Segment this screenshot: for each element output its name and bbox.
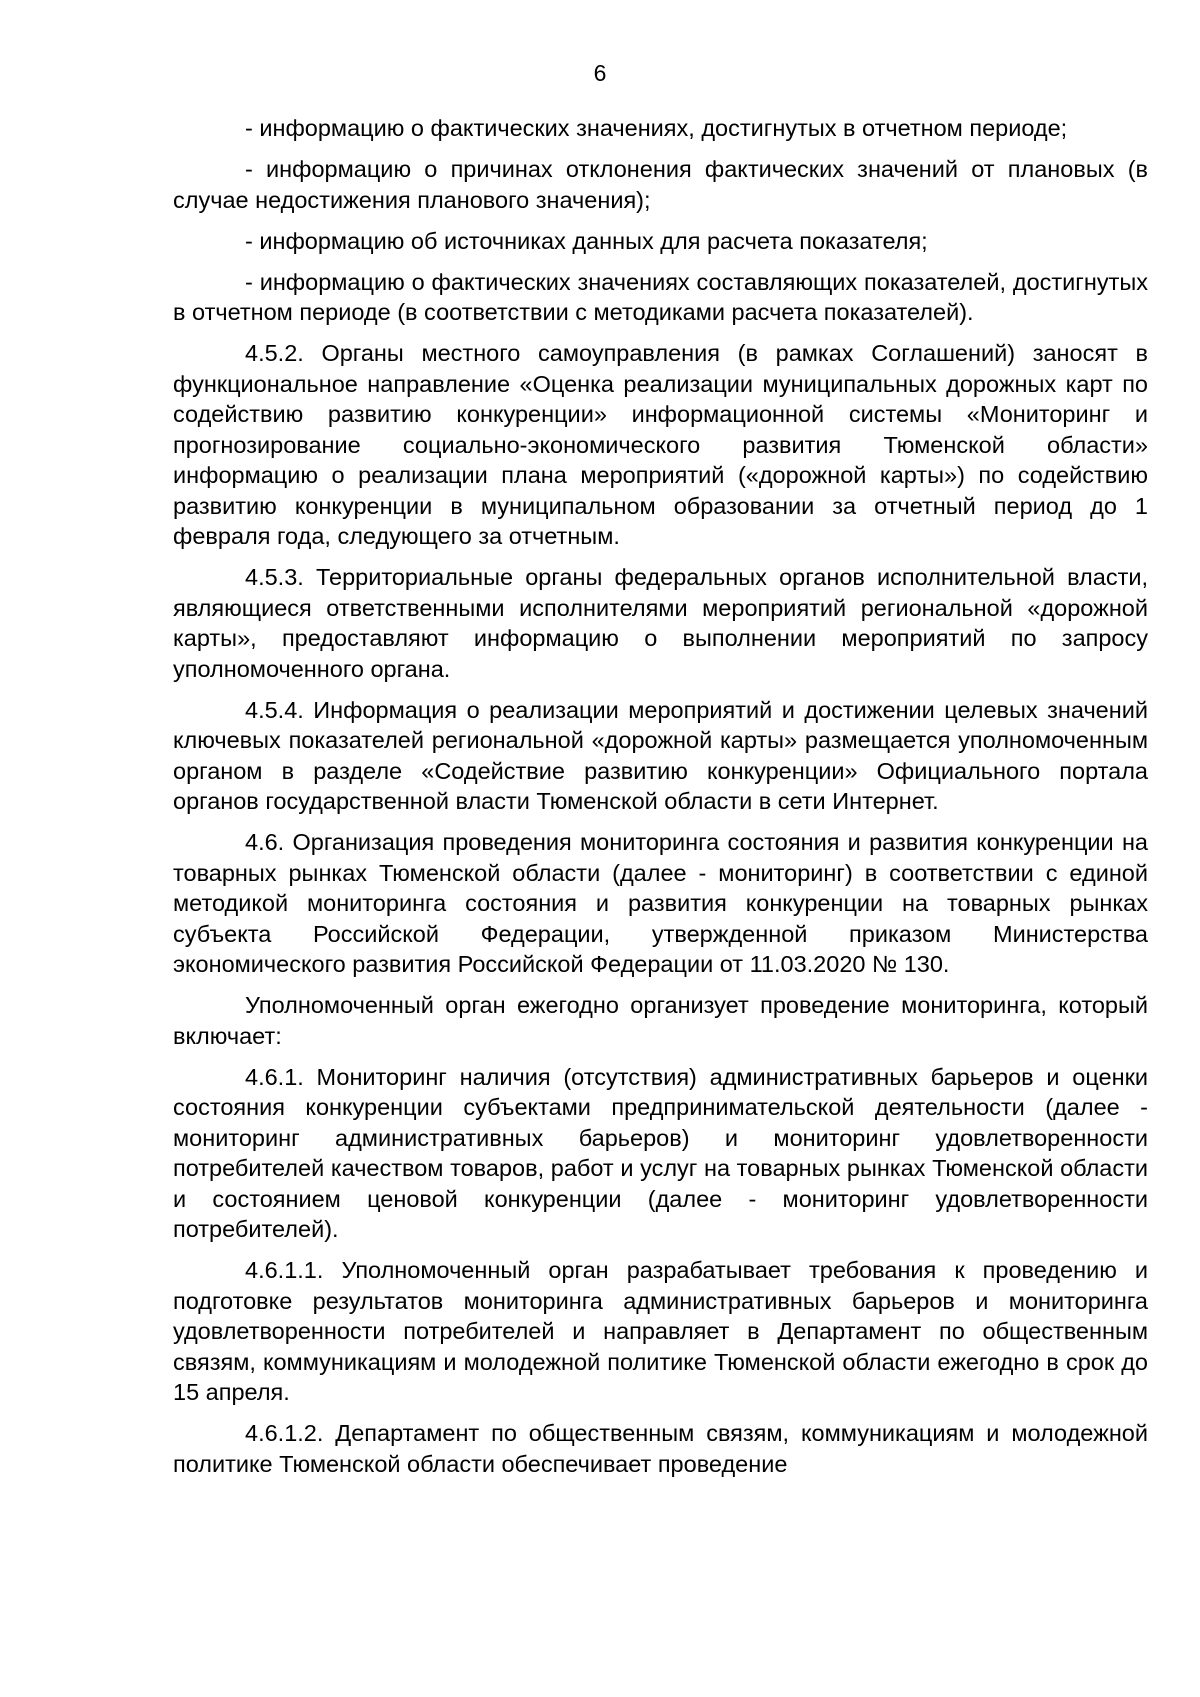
page-number: 6	[593, 60, 607, 86]
paragraph-4-5-4: 4.5.4. Информация о реализации мероприятий и достижении целевых значений ключевых показателей региональной «дорожной карты» размещается уполномоченным органом в разделе «Содействие развитию конкуренции» Официального портала органов государственной власти Тюменской области в сети Интернет.	[173, 696, 1148, 814]
paragraph-4-6-1: 4.6.1. Мониторинг наличия (отсутствия) административных барьеров и оценки состояния конкуренции субъектами предпринимательской деятельности (далее - мониторинг административных барьеров) и мониторинг удовлетворенности потребителей качеством товаров, работ и услуг на товарных рынках Тюменской области и состоянием ценовой конкуренции (далее - мониторинг удовлетворенности потребителей).	[173, 1063, 1148, 1242]
document-body	[173, 113, 1148, 1479]
paragraph-4-6: 4.6. Организация проведения мониторинга состояния и развития конкуренции на товарных рынках Тюменской области (далее - мониторинг) в соответствии с единой методикой мониторинга состояния и развития конкуренции на товарных рынках субъекта Российской Федерации, утвержденной приказом Министерства экономического развития Российской Федерации от 11.03.2020 № 130.	[173, 829, 1148, 977]
paragraph-component-indicators: - информацию о фактических значениях составляющих показателей, достигнутых в отчетном периоде (в соответствии с методиками расчета показателей).	[173, 268, 1148, 325]
paragraph-monitoring-includes: Уполномоченный орган ежегодно организует проведение мониторинга, который включает:	[173, 992, 1148, 1049]
paragraph-4-5-2: 4.5.2. Органы местного самоуправления (в рамках Соглашений) заносят в функциональное направление «Оценка реализации муниципальных дорожных карт по содействию развитию конкуренции» информационной системы «Мониторинг и прогнозирование социально-экономического развития Тюменской области» информацию о реализации плана мероприятий («дорожной карты») по содействию развитию конкуренции в муниципальном образовании за отчетный период до 1 февраля года, следующего за отчетным.	[173, 340, 1148, 549]
paragraph-deviation-reasons: - информацию о причинах отклонения фактических значений от плановых (в случае недостижения планового значения);	[173, 156, 1148, 213]
paragraph-factual-values: - информацию о фактических значениях, достигнутых в отчетном периоде;	[245, 115, 1068, 141]
paragraph-4-5-3: 4.5.3. Территориальные органы федеральных органов исполнительной власти, являющиеся ответственными исполнителями мероприятий региональной «дорожной карты», предоставляют информацию о выполнении мероприятий по запросу уполномоченного органа.	[173, 564, 1148, 682]
paragraph-4-6-1-1: 4.6.1.1. Уполномоченный орган разрабатывает требования к проведению и подготовке результатов мониторинга административных барьеров и мониторинга удовлетворенности потребителей и направляет в Департамент по общественным связям, коммуникациям и молодежной политике Тюменской области ежегодно в срок до 15 апреля.	[173, 1257, 1148, 1405]
paragraph-data-sources: - информацию об источниках данных для расчета показателя;	[245, 227, 928, 254]
paragraph-4-6-1-2: 4.6.1.2. Департамент по общественным связям, коммуникациям и молодежной политике Тюменской области обеспечивает проведение	[173, 1420, 1148, 1477]
